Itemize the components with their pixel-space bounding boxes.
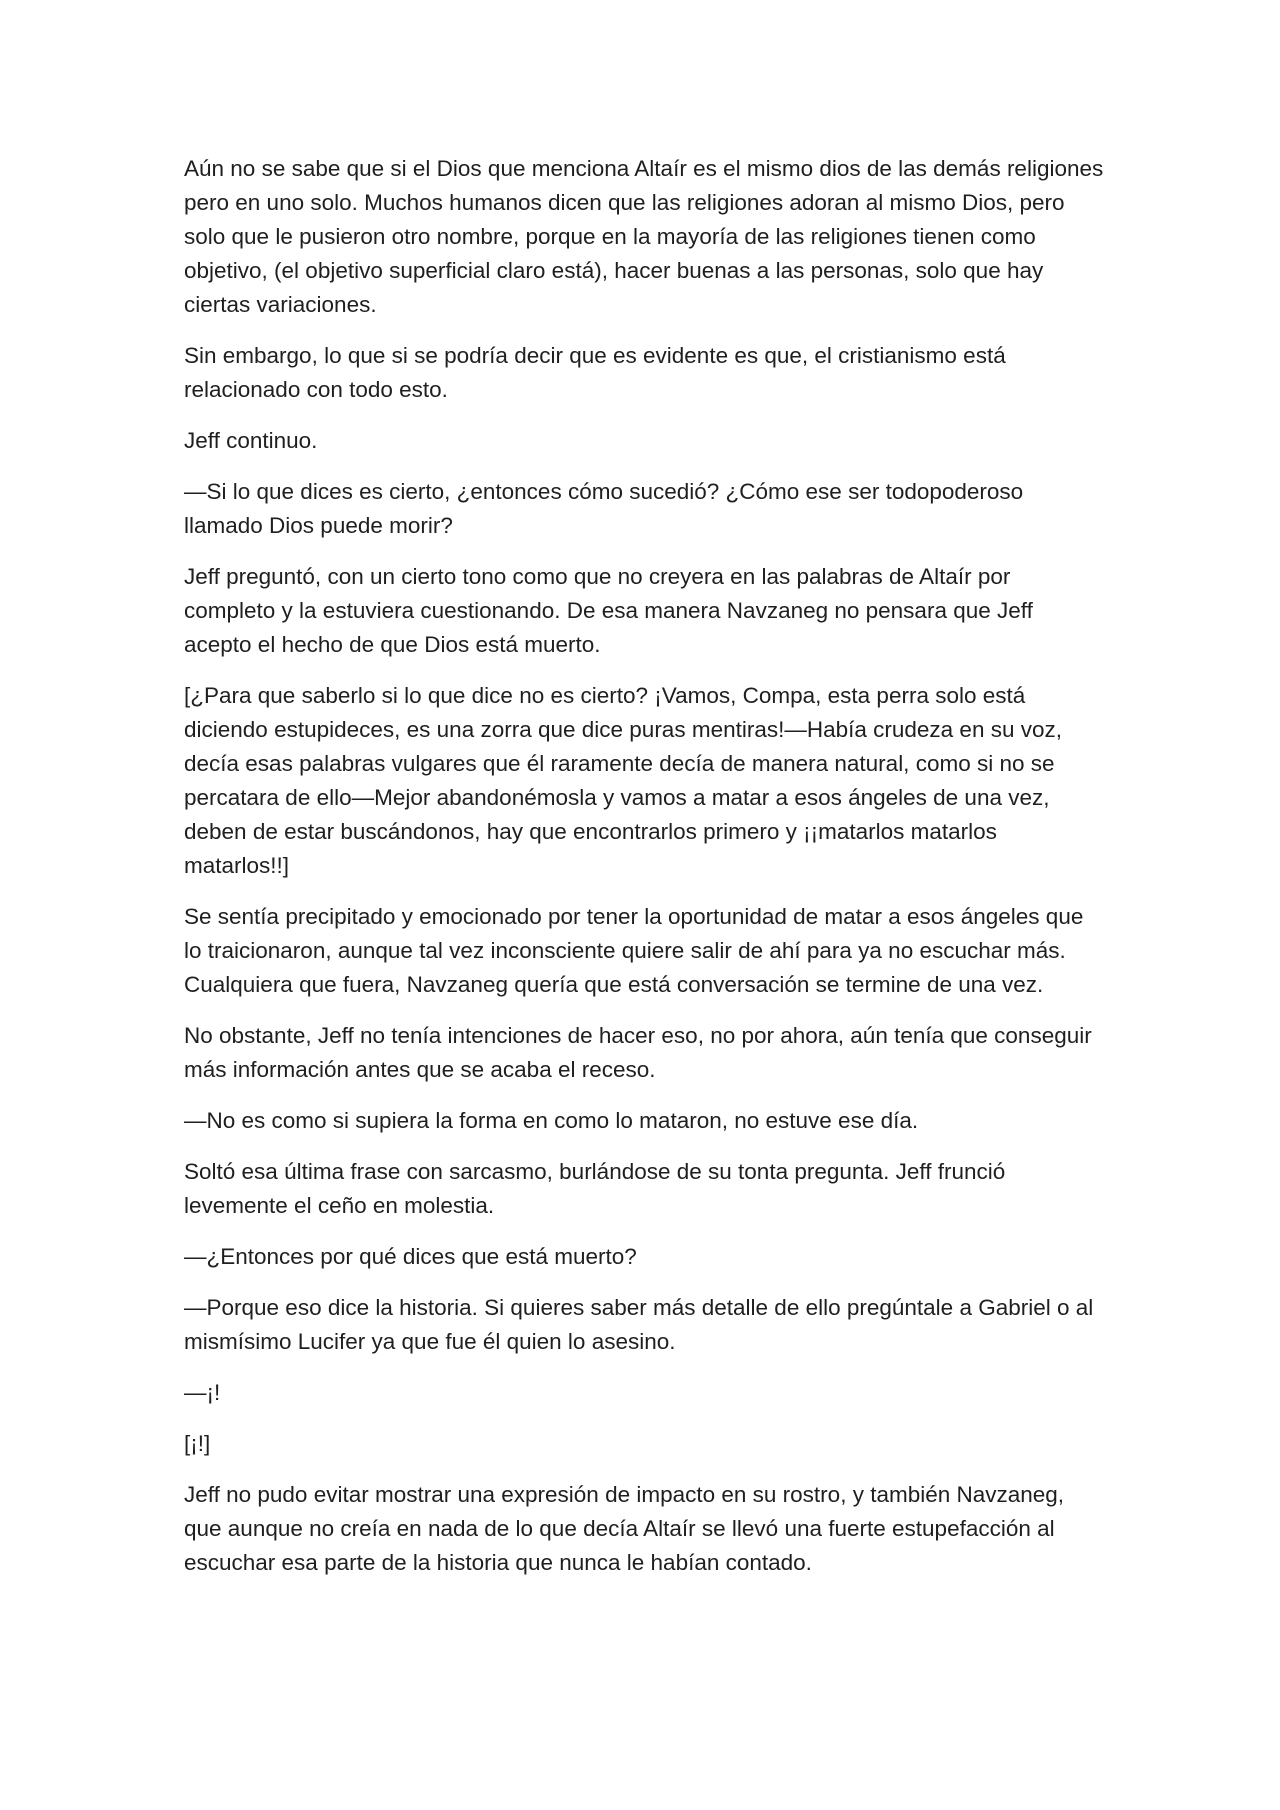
paragraph: Jeff preguntó, con un cierto tono como que no creyera en las palabras de Altaír por completo y la estuviera cuestionando. De esa manera Navzaneg no pensara que Jeff acepto el hecho de que Dios está muerto. xyxy=(184,564,1033,657)
paragraph: —No es como si supiera la forma en como lo mataron, no estuve ese día. xyxy=(184,1108,919,1133)
paragraph: Sin embargo, lo que si se podría decir que es evidente es que, el cristianismo está relacionado con todo esto. xyxy=(184,343,1006,402)
paragraph: —Porque eso dice la historia. Si quieres saber más detalle de ello pregúntale a Gabriel o al mismísimo Lucifer ya que fue él quien lo asesino. xyxy=(184,1295,1094,1354)
paragraph: Aún no se sabe que si el Dios que menciona Altaír es el mismo dios de las demás religiones pero en uno solo. Muchos humanos dicen que las religiones adoran al mismo Dios, pero solo que le pusieron otro nombre, porque en la mayoría de las religiones tienen como objetivo, (el objetivo superficial claro está), hacer buenas a las personas, solo que hay ciertas variaciones. xyxy=(184,156,1104,317)
paragraph: [¡!] xyxy=(184,1431,211,1456)
paragraph: —Si lo que dices es cierto, ¿entonces cómo sucedió? ¿Cómo ese ser todopoderoso llamado Dios puede morir? xyxy=(184,479,1024,538)
paragraph: Jeff continuo. xyxy=(184,428,318,453)
document-body xyxy=(184,152,1104,1597)
paragraph: Jeff no pudo evitar mostrar una expresión de impacto en su rostro, y también Navzaneg, que aunque no creía en nada de lo que decía Altaír se llevó una fuerte estupefacción al escuchar esa parte de la historia que nunca le habían contado. xyxy=(184,1482,1065,1575)
paragraph: No obstante, Jeff no tenía intenciones de hacer eso, no por ahora, aún tenía que conseguir más información antes que se acaba el receso. xyxy=(184,1023,1092,1082)
paragraph: —¿Entonces por qué dices que está muerto? xyxy=(184,1244,637,1269)
paragraph: Se sentía precipitado y emocionado por tener la oportunidad de matar a esos ángeles que lo traicionaron, aunque tal vez inconsciente quiere salir de ahí para ya no escuchar más. Cualquiera que fuera, Navzaneg quería que está conversación se termine de una vez. xyxy=(184,904,1084,997)
paragraph: —¡! xyxy=(184,1380,221,1405)
paragraph: Soltó esa última frase con sarcasmo, burlándose de su tonta pregunta. Jeff frunció levemente el ceño en molestia. xyxy=(184,1159,1006,1218)
paragraph: [¿Para que saberlo si lo que dice no es cierto? ¡Vamos, Compa, esta perra solo está diciendo estupideces, es una zorra que dice puras mentiras!—Había crudeza en su voz, decía esas palabras vulgares que él raramente decía de manera natural, como si no se percatara de ello—Mejor abandonémosla y vamos a matar a esos ángeles de una vez, deben de estar buscándonos, hay que encontrarlos primero y ¡¡matarlos matarlos matarlos!!] xyxy=(184,683,1062,878)
